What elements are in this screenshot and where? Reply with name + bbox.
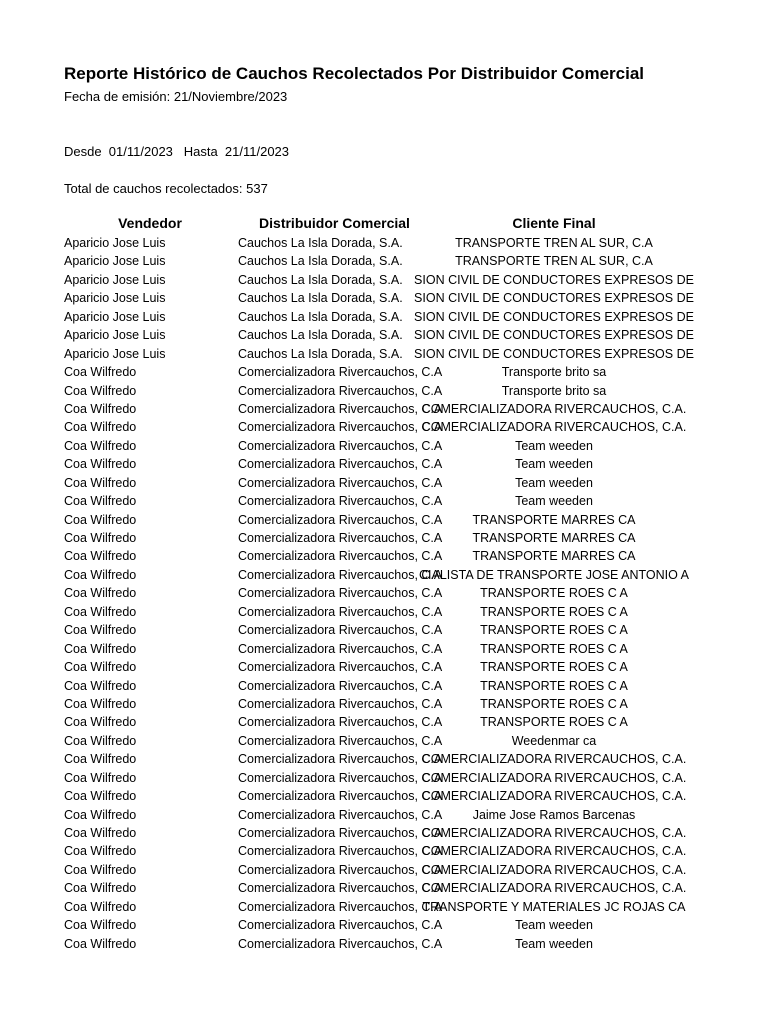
cell-cliente-text: SION CIVIL DE CONDUCTORES EXPRESOS DE [414,346,694,361]
cell-vendedor: Coa Wilfredo [64,641,137,656]
cell-distribuidor: Comercializadora Rivercauchos, C.A [238,733,443,748]
table-row [0,529,768,547]
cell-distribuidor: Comercializadora Rivercauchos, C.A [238,881,443,896]
cell-vendedor: Coa Wilfredo [64,549,137,564]
cell-distribuidor: Comercializadora Rivercauchos, C.A [238,715,443,730]
table-row [0,658,768,676]
table-row [0,289,768,307]
cell-vendedor: Aparicio Jose Luis [64,328,166,343]
cell-cliente [432,713,676,731]
cell-distribuidor: Comercializadora Rivercauchos, C.A [238,383,443,398]
cell-distribuidor: Comercializadora Rivercauchos, C.A [238,844,443,859]
cell-cliente-text: CIALISTA DE TRANSPORTE JOSE ANTONIO A [419,567,689,582]
cell-distribuidor: Comercializadora Rivercauchos, C.A [238,623,443,638]
table-row [0,861,768,879]
cell-distribuidor: Comercializadora Rivercauchos, C.A [238,826,443,840]
cell-distribuidor: Cauchos La Isla Dorada, S.A. [238,328,403,343]
cell-cliente-text: TRANSPORTE ROES C A [480,586,628,601]
cell-cliente [414,289,694,307]
cell-vendedor: Coa Wilfredo [64,844,137,859]
cell-cliente-text: TRANSPORTE ROES C A [480,641,628,656]
cell-vendedor: Coa Wilfredo [64,457,137,472]
cell-vendedor: Coa Wilfredo [64,881,137,896]
table-row [0,584,768,602]
table-row [0,879,768,897]
cell-cliente [432,252,676,270]
cell-vendedor: Aparicio Jose Luis [64,272,166,287]
cell-distribuidor: Cauchos La Isla Dorada, S.A. [238,309,403,324]
cell-cliente-text: TRANSPORTE MARRES CA [472,549,636,564]
table-row [0,916,768,934]
table-row [0,492,768,510]
cell-cliente-text: COMERCIALIZADORA RIVERCAUCHOS, C.A. [421,770,687,785]
cell-cliente-text: COMERCIALIZADORA RIVERCAUCHOS, C.A. [421,881,687,896]
cell-cliente-text: Team weeden [515,438,593,453]
cell-distribuidor: Comercializadora Rivercauchos, C.A [238,899,443,914]
cell-distribuidor: Comercializadora Rivercauchos, C.A [238,770,443,785]
cell-cliente [432,658,676,676]
cell-vendedor: Aparicio Jose Luis [64,309,166,324]
cell-cliente-text: COMERCIALIZADORA RIVERCAUCHOS, C.A. [421,420,687,435]
table-row [0,769,768,787]
cell-cliente [432,732,676,750]
cell-cliente-text: Team weeden [515,936,593,951]
table-row [0,732,768,750]
cell-vendedor: Coa Wilfredo [64,604,137,619]
cell-vendedor: Coa Wilfredo [64,383,137,398]
date-range: Desde 01/11/2023 Hasta 21/11/2023 [64,144,290,159]
cell-cliente [432,474,676,492]
cell-cliente-text: SION CIVIL DE CONDUCTORES EXPRESOS DE [414,272,694,287]
cell-cliente [421,787,687,805]
cell-cliente [432,603,676,621]
table-row [0,898,768,916]
table-row [0,252,768,270]
cell-cliente [414,308,694,326]
cell-cliente [432,584,676,602]
cell-cliente [432,529,676,547]
cell-distribuidor: Comercializadora Rivercauchos, C.A [238,531,443,545]
table-row [0,308,768,326]
cell-distribuidor: Cauchos La Isla Dorada, S.A. [238,291,403,306]
cell-cliente-text: SION CIVIL DE CONDUCTORES EXPRESOS DE [414,291,694,306]
cell-cliente-text: TRANSPORTE Y MATERIALES JC ROJAS CA [422,899,686,914]
table-row [0,824,768,842]
cell-cliente-text: Weedenmar ca [511,733,597,748]
cell-vendedor: Coa Wilfredo [64,862,137,877]
header-vendedor: Vendedor [118,215,182,231]
cell-cliente-text: Jaime Jose Ramos Barcenas [472,807,636,822]
cell-distribuidor: Cauchos La Isla Dorada, S.A. [238,236,403,250]
cell-cliente-text: TRANSPORTE MARRES CA [472,512,636,527]
cell-cliente [414,345,694,363]
table-row [0,511,768,529]
cell-cliente [432,382,676,400]
cell-cliente-text: Team weeden [515,457,593,472]
table-row [0,547,768,565]
cell-vendedor: Coa Wilfredo [64,401,137,416]
cell-cliente [432,695,676,713]
cell-vendedor: Coa Wilfredo [64,586,137,601]
total-collected: Total de cauchos recolectados: 537 [64,181,268,196]
cell-distribuidor: Comercializadora Rivercauchos, C.A [238,604,443,619]
table-row [0,382,768,400]
cell-vendedor: Coa Wilfredo [64,512,137,527]
cell-cliente-text: TRANSPORTE ROES C A [480,696,628,711]
table-row [0,400,768,418]
cell-vendedor: Coa Wilfredo [64,494,137,509]
table-row [0,842,768,860]
cell-distribuidor: Comercializadora Rivercauchos, C.A [238,660,443,675]
table-row [0,474,768,492]
table-row [0,677,768,695]
cell-cliente-text: SION CIVIL DE CONDUCTORES EXPRESOS DE [414,309,694,324]
cell-cliente-text: TRANSPORTE ROES C A [480,678,628,693]
table-row [0,695,768,713]
cell-distribuidor: Comercializadora Rivercauchos, C.A [238,567,443,582]
cell-vendedor: Coa Wilfredo [64,567,137,582]
cell-distribuidor: Comercializadora Rivercauchos, C.A [238,807,443,822]
cell-vendedor: Aparicio Jose Luis [64,236,166,250]
cell-cliente [414,326,694,344]
cell-distribuidor: Comercializadora Rivercauchos, C.A [238,789,443,804]
cell-distribuidor: Comercializadora Rivercauchos, C.A [238,678,443,693]
cell-cliente-text: COMERCIALIZADORA RIVERCAUCHOS, C.A. [421,789,687,804]
cell-distribuidor: Cauchos La Isla Dorada, S.A. [238,346,403,361]
header-distribuidor: Distribuidor Comercial [259,215,410,231]
cell-distribuidor: Comercializadora Rivercauchos, C.A [238,936,443,951]
cell-vendedor: Aparicio Jose Luis [64,346,166,361]
cell-distribuidor: Comercializadora Rivercauchos, C.A [238,438,443,453]
table-row [0,566,768,584]
cell-distribuidor: Comercializadora Rivercauchos, C.A [238,420,443,435]
cell-vendedor: Aparicio Jose Luis [64,254,166,269]
cell-cliente [421,824,687,842]
cell-cliente-text: Transporte brito sa [501,365,607,380]
cell-distribuidor: Comercializadora Rivercauchos, C.A [238,457,443,472]
table-row [0,750,768,768]
cell-cliente [421,879,687,897]
table-row [0,345,768,363]
table-row [0,234,768,252]
cell-cliente [432,511,676,529]
cell-vendedor: Coa Wilfredo [64,475,137,490]
cell-cliente [422,898,686,916]
cell-cliente-text: COMERCIALIZADORA RIVERCAUCHOS, C.A. [421,826,687,840]
table-row [0,806,768,824]
cell-vendedor: Coa Wilfredo [64,715,137,730]
cell-cliente [432,935,676,953]
cell-cliente-text: Team weeden [515,494,593,509]
cell-distribuidor: Comercializadora Rivercauchos, C.A [238,512,443,527]
table-row [0,787,768,805]
cell-vendedor: Coa Wilfredo [64,918,137,933]
cell-distribuidor: Comercializadora Rivercauchos, C.A [238,549,443,564]
cell-distribuidor: Comercializadora Rivercauchos, C.A [238,365,443,380]
cell-vendedor: Coa Wilfredo [64,752,137,767]
cell-cliente-text: TRANSPORTE TREN AL SUR, C.A [455,236,653,250]
cell-vendedor: Coa Wilfredo [64,789,137,804]
cell-cliente [432,806,676,824]
table-row [0,621,768,639]
cell-distribuidor: Comercializadora Rivercauchos, C.A [238,494,443,509]
cell-cliente-text: COMERCIALIZADORA RIVERCAUCHOS, C.A. [421,401,687,416]
table-row [0,455,768,473]
cell-distribuidor: Cauchos La Isla Dorada, S.A. [238,254,403,269]
cell-cliente [419,566,689,584]
cell-cliente-text: TRANSPORTE TREN AL SUR, C.A [455,254,653,269]
cell-cliente-text: TRANSPORTE MARRES CA [472,531,636,545]
cell-vendedor: Coa Wilfredo [64,678,137,693]
cell-vendedor: Coa Wilfredo [64,899,137,914]
table-row [0,418,768,436]
cell-cliente [432,621,676,639]
cell-cliente [421,750,687,768]
table-row [0,935,768,953]
cell-cliente [432,547,676,565]
cell-cliente [432,455,676,473]
cell-cliente-text: Team weeden [515,475,593,490]
cell-cliente [432,640,676,658]
cell-vendedor: Coa Wilfredo [64,696,137,711]
cell-distribuidor: Comercializadora Rivercauchos, C.A [238,475,443,490]
emission-date: Fecha de emisión: 21/Noviembre/2023 [64,89,288,104]
cell-cliente-text: TRANSPORTE ROES C A [480,623,628,638]
cell-distribuidor: Comercializadora Rivercauchos, C.A [238,641,443,656]
cell-cliente-text: SION CIVIL DE CONDUCTORES EXPRESOS DE [414,328,694,343]
cell-cliente-text: COMERCIALIZADORA RIVERCAUCHOS, C.A. [421,844,687,859]
cell-vendedor: Coa Wilfredo [64,531,137,545]
cell-distribuidor: Comercializadora Rivercauchos, C.A [238,401,443,416]
table-row [0,603,768,621]
table-row [0,437,768,455]
cell-cliente-text: TRANSPORTE ROES C A [480,660,628,675]
table-body [0,234,768,953]
cell-vendedor: Coa Wilfredo [64,623,137,638]
cell-distribuidor: Comercializadora Rivercauchos, C.A [238,696,443,711]
cell-cliente-text: COMERCIALIZADORA RIVERCAUCHOS, C.A. [421,752,687,767]
cell-cliente [432,677,676,695]
cell-cliente [432,437,676,455]
cell-vendedor: Coa Wilfredo [64,936,137,951]
cell-vendedor: Coa Wilfredo [64,420,137,435]
cell-cliente [414,271,694,289]
cell-distribuidor: Comercializadora Rivercauchos, C.A [238,586,443,601]
cell-distribuidor: Cauchos La Isla Dorada, S.A. [238,272,403,287]
cell-vendedor: Coa Wilfredo [64,826,137,840]
table-header [0,215,768,235]
cell-cliente [432,234,676,252]
cell-cliente [432,492,676,510]
cell-cliente [421,400,687,418]
table-row [0,713,768,731]
cell-cliente [421,418,687,436]
header-cliente: Cliente Final [512,215,596,231]
cell-cliente-text: TRANSPORTE ROES C A [480,604,628,619]
cell-vendedor: Coa Wilfredo [64,733,137,748]
cell-distribuidor: Comercializadora Rivercauchos, C.A [238,918,443,933]
cell-cliente-text: TRANSPORTE ROES C A [480,715,628,730]
cell-vendedor: Coa Wilfredo [64,660,137,675]
cell-cliente-text: Transporte brito sa [501,383,607,398]
cell-vendedor: Coa Wilfredo [64,365,137,380]
cell-distribuidor: Comercializadora Rivercauchos, C.A [238,752,443,767]
cell-cliente [432,916,676,934]
cell-cliente [432,363,676,381]
cell-cliente-text: Team weeden [515,918,593,933]
cell-vendedor: Coa Wilfredo [64,770,137,785]
cell-vendedor: Coa Wilfredo [64,807,137,822]
cell-vendedor: Coa Wilfredo [64,438,137,453]
cell-distribuidor: Comercializadora Rivercauchos, C.A [238,862,443,877]
cell-cliente [421,861,687,879]
table-row [0,271,768,289]
cell-cliente [421,842,687,860]
report-title: Reporte Histórico de Cauchos Recolectados Por Distribuidor Comercial [64,64,645,83]
table-row [0,326,768,344]
cell-vendedor: Aparicio Jose Luis [64,291,166,306]
cell-cliente [421,769,687,787]
table-row [0,640,768,658]
cell-cliente-text: COMERCIALIZADORA RIVERCAUCHOS, C.A. [421,862,687,877]
table-row [0,363,768,381]
